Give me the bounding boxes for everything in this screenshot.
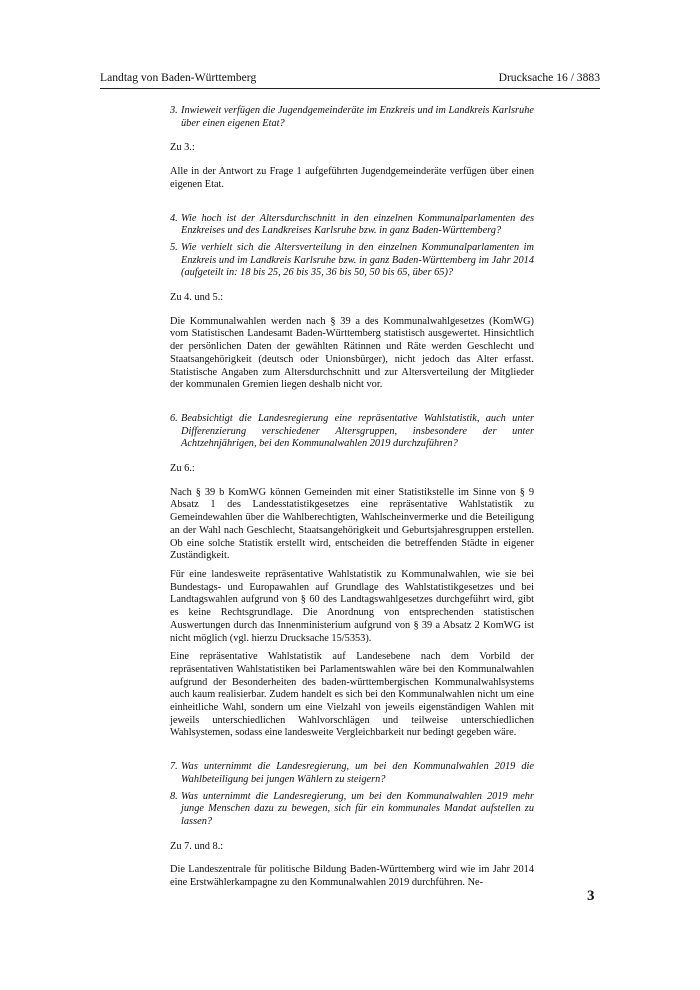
- question-text: Wie hoch ist der Altersdurchschnitt in den einzelnen Kommunalparlamenten des Enzkreises und des Landkreises Karlsruhe bzw. in ganz Baden-Württemberg?: [181, 212, 534, 237]
- question-7: [170, 761, 534, 786]
- question-5: [170, 242, 534, 280]
- answer-paragraph-6-2: Für eine landesweite repräsentative Wahlstatistik zu Kommunalwahlen, wie sie bei Bundestags- und Europawahlen auf Grundlage des Wahlstatistikgesetzes und bei Landtagswahlen aufgrund von § 60 des Landtagswahlgesetzes durchgeführt wird, gibt es keine Rechtsgrundlage. Die Anordnung von entsprechenden statistischen Auswertungen durch das Innenministerium aufgrund von § 39 a Absatz 2 KomWG ist nicht möglich (vgl. hierzu Drucksache 15/5353).: [170, 568, 534, 644]
- question-6: [170, 413, 534, 451]
- answer-paragraph-6-3: Eine repräsentative Wahlstatistik auf Landesebene nach dem Vorbild der repräsentativen Wahlstatistiken bei Parlamentswahlen wäre bei den Kommunalwahlen aufgrund der Besonderheiten des baden-württembergischen Kommunalwahlsystems auch kaum realisierbar. Zudem handelt es sich bei den Kommunalwahlen nicht um eine einheitliche Wahl, sondern um eine Vielzahl von jeweils eigenständigen Wahlen mit jeweils unterschiedlichen Wahlvorschlägen und teilweise unterschiedlichen Wahlsystemen, sodass eine landesweite Vergleichbarkeit nur bedingt gegeben wäre.: [170, 651, 534, 739]
- question-number: 8.: [170, 790, 178, 802]
- answer-text-4-5: Die Kommunalwahlen werden nach § 39 a des Kommunalwahlgesetzes (KomWG) vom Statistischen Landesamt Baden-Württemberg statistisch ausgewertet. Hinsichtlich der persönlichen Daten der gewählten Rätinnen und Räte werden Geschlecht und Staatsangehörigkeit (deutsch oder Unionsbürger), nicht jedoch das Alter erfasst. Statistische Angaben zum Altersdurchschnitt und zur Altersverteilung der Mitglieder der kommunalen Gremien liegen deshalb nicht vor.: [170, 315, 534, 391]
- question-text: Beabsichtigt die Landesregierung eine repräsentative Wahlstatistik, auch unter Differenzierung verschiedener Altersgruppen, insbesondere der unter Achtzehnjährigen, bei den Kommunalwahlen 2019 durchzuführen?: [181, 412, 534, 450]
- answer-paragraph-6-1: Nach § 39 b KomWG können Gemeinden mit einer Statistikstelle im Sinne von § 9 Absatz 1 des Landesstatistikgesetzes eine repräsentative Wahlstatistik zu Gemeindewahlen über die Wahlberechtigten, Wahlscheinvermerke und die Beteiligung an der Wahl nach Geschlecht, Staatsangehörigkeit und Geburtsjahresgruppen erstellen. Ob eine solche Statistik erstellt wird, entscheiden die betreffenden Städte in eigener Zuständigkeit.: [170, 486, 534, 562]
- question-text: Wie verhielt sich die Altersverteilung in den einzelnen Kommunalparlamenten im Enzkreis und im Landkreis Karlsruhe bzw. in ganz Baden-Württemberg im Jahr 2014 (aufgeteilt in: 18 bis 25, 26 bis 35, 36 bis 50, 50 bis 65, über 65)?: [181, 241, 534, 279]
- answer-label-4-5: Zu 4. und 5.:: [170, 292, 224, 304]
- question-4: [170, 213, 534, 238]
- page-number: 3: [587, 888, 595, 904]
- question-text: Was unternimmt die Landesregierung, um bei den Kommunalwahlen 2019 mehr junge Menschen dazu zu bewegen, sich für ein kommunales Mandat aufstellen zu lassen?: [181, 790, 534, 827]
- question-number: 4.: [170, 212, 178, 224]
- question-text: Was unternimmt die Landesregierung, um bei den Kommunalwahlen 2019 die Wahlbeteiligung bei jungen Wählern zu steigern?: [181, 761, 534, 785]
- question-8: [170, 791, 534, 829]
- question-3: [170, 105, 534, 130]
- question-number: 3.: [170, 105, 178, 116]
- header-divider: [100, 88, 600, 89]
- question-number: 5.: [170, 241, 178, 253]
- header-parliament-name: Landtag von Baden-Württemberg: [100, 71, 257, 84]
- answer-text-3: Alle in der Antwort zu Frage 1 aufgeführten Jugendgemeinderäte verfügen über einen eigenen Etat.: [170, 166, 534, 190]
- answer-label-3: Zu 3.:: [170, 142, 195, 154]
- header-document-number: Drucksache 16 / 3883: [498, 71, 600, 84]
- question-number: 7.: [170, 761, 178, 773]
- question-number: 6.: [170, 412, 178, 424]
- answer-label-6: Zu 6.:: [170, 463, 195, 475]
- answer-label-7-8: Zu 7. und 8.:: [170, 840, 224, 852]
- question-text: Inwieweit verfügen die Jugendgemeinderäte im Enzkreis und im Landkreis Karlsruhe über einen eigenen Etat?: [181, 105, 534, 129]
- answer-text-7-8: Die Landeszentrale für politische Bildung Baden-Württemberg wird wie im Jahr 2014 eine Erstwählerkampagne zu den Kommunalwahlen 2019 durchführen. Ne-: [170, 864, 534, 889]
- document-body: [170, 105, 534, 890]
